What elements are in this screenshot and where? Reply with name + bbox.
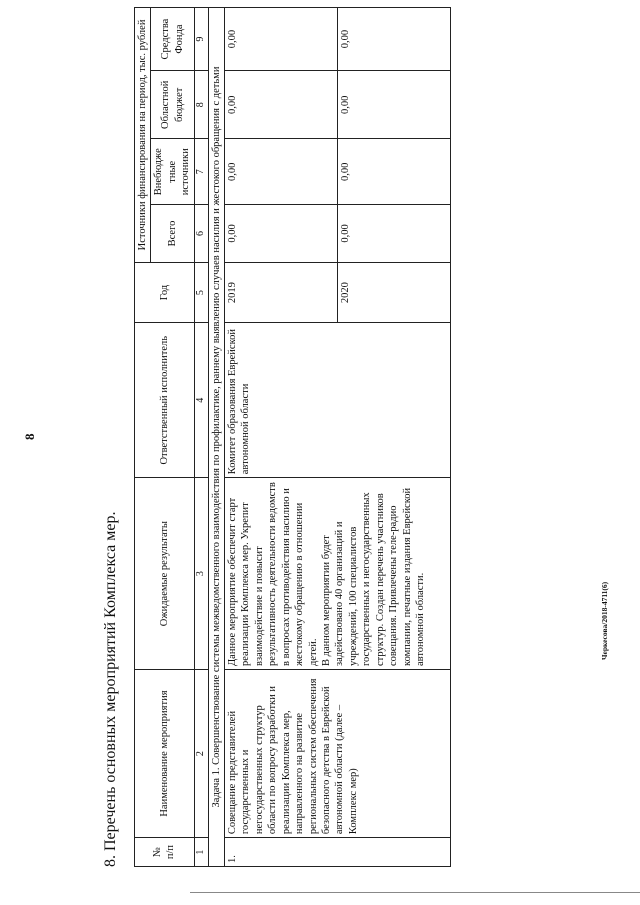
col-number: 4 [194, 323, 208, 478]
col-number: 6 [194, 205, 208, 263]
col-number: 5 [194, 262, 208, 322]
row-extrabudget: 0,00 [337, 139, 450, 205]
header-extrabudget: Внебюдже тные источники [151, 139, 194, 205]
col-number: 3 [194, 478, 208, 670]
row-fund: 0,00 [224, 8, 337, 71]
page-title: 8. Перечень основных мероприятий Комплекса мер. [102, 511, 119, 867]
header-fund: Средства Фонда [151, 8, 194, 71]
col-number: 9 [194, 8, 208, 71]
row-total: 0,00 [337, 205, 450, 263]
row-name: Совещание представителей государственных и негосударственных структур области по вопросу разработки и реализации Комплекса мер, направленного на развитие региональных систем обеспечения безопасного детства в Еврейской автономной области (далее – Комплекс мер) [224, 670, 450, 838]
row-total: 0,00 [224, 205, 337, 263]
header-funding: Источники финансирования на период, тыс. рублей [135, 8, 151, 263]
page-number: 8 [22, 433, 37, 440]
column-numbers-row [194, 8, 208, 867]
table-row [224, 8, 337, 867]
header-regional: Областной бюджет [151, 71, 194, 139]
measures-table [134, 7, 451, 867]
header-year: Год [135, 262, 195, 322]
col-number: 7 [194, 139, 208, 205]
task-title: Задача 1. Совершенствование системы межведомственного взаимодействия по профилактике, раннему выявлению случаев насилия и жестокого обращения с детьми [208, 8, 224, 867]
header-total: Всего [151, 205, 194, 263]
row-extrabudget: 0,00 [224, 139, 337, 205]
row-num: 1. [224, 838, 450, 867]
header-results: Ожидаемые результаты [135, 478, 195, 670]
row-executor: Комитет образования Еврейской автономной области [224, 323, 450, 478]
header-executor: Ответственный исполнитель [135, 323, 195, 478]
row-fund: 0,00 [337, 8, 450, 71]
header-name: Наименование мероприятия [135, 670, 195, 838]
col-number: 8 [194, 71, 208, 139]
col-number: 2 [194, 670, 208, 838]
row-results: Данное мероприятие обеспечит старт реализации Комплекса мер. Укрепит взаимодействие и повысит результативность деятельности ведомств в вопросах противодействия насилию и жестокому обращению в отношении детей. В данном мероприятии будет задействовано 40 организаций и учреждений, 100 специалистов государственных и негосударственных структур. Создан перечень участников совещания. Привлечены теле-радио компании, печатные издания Еврейской автономной области. [224, 478, 450, 670]
bottom-divider [190, 892, 640, 893]
footer-code: Черкесова/2018-4711(6) [600, 581, 609, 660]
task-row [208, 8, 224, 867]
col-number: 1 [194, 838, 208, 867]
row-regional: 0,00 [337, 71, 450, 139]
row-year: 2019 [224, 262, 337, 322]
rotated-sheet [96, 7, 596, 867]
header-num: № п/п [135, 838, 195, 867]
row-year: 2020 [337, 262, 450, 322]
header-row-1 [135, 8, 151, 867]
row-regional: 0,00 [224, 71, 337, 139]
